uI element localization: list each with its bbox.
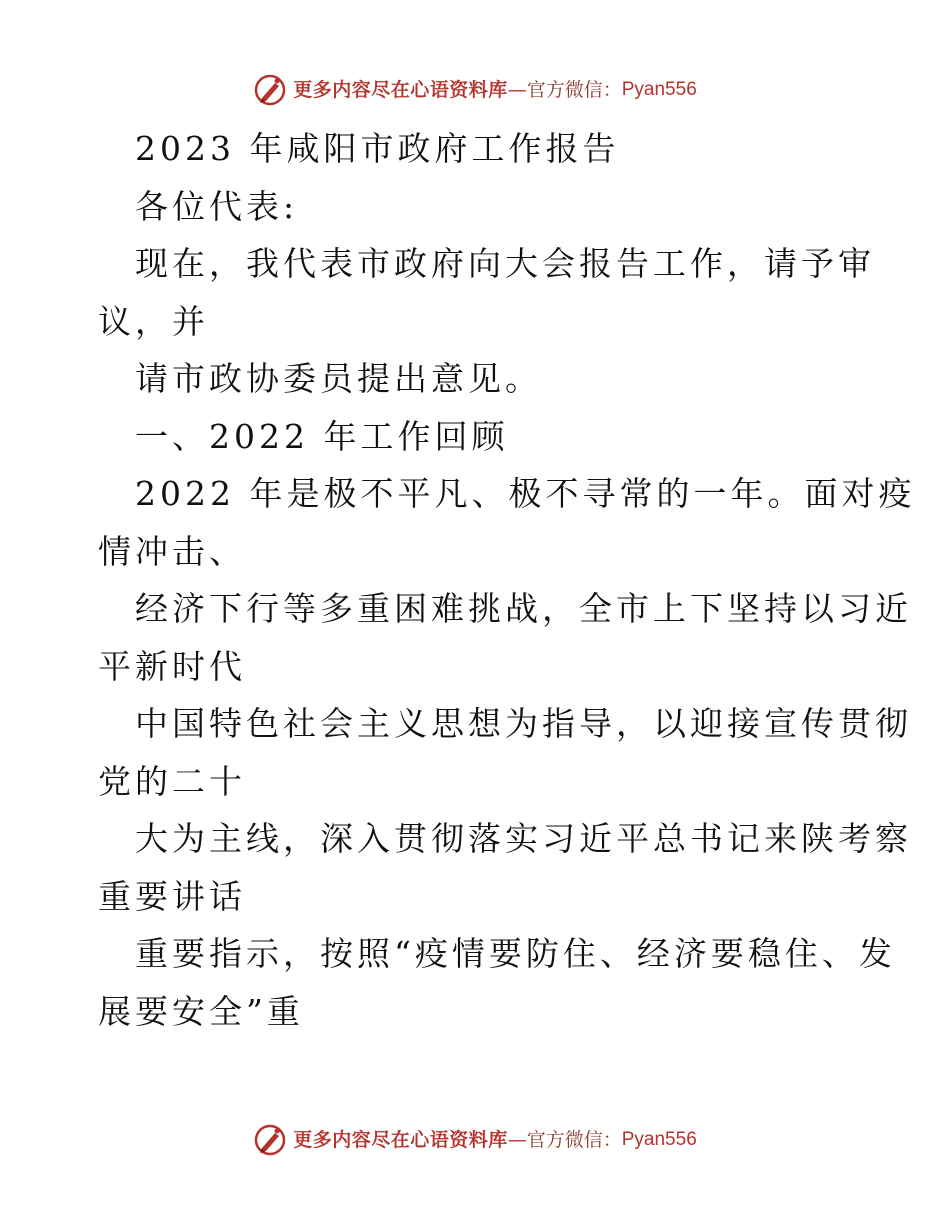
pen-logo-icon [253, 73, 287, 107]
watermark-wechat-id: Pyan556 [621, 1129, 697, 1150]
document-line: 经济下行等多重困难挑战，全市上下坚持以习近 [135, 589, 912, 628]
document-body [98, 120, 916, 1040]
document-line: 2022 年是极不平凡、极不寻常的一年。面对疫 [135, 474, 916, 513]
header-watermark [0, 70, 950, 110]
document-line: 情冲击、 [98, 531, 246, 571]
document-line: 2023 年咸阳市政府工作报告 [135, 129, 620, 168]
document-line: 重要讲话 [98, 876, 246, 916]
document-line: 党的二十 [98, 761, 246, 801]
document-line: 各位代表: [135, 186, 299, 226]
watermark-separator: — [507, 79, 527, 101]
document-line: 重要指示，按照“疫情要防住、经济要稳住、发 [135, 934, 896, 973]
pen-logo-icon [253, 1123, 287, 1157]
document-line: 一、2022 年工作回顾 [135, 416, 509, 456]
watermark-wechat-id: Pyan556 [621, 79, 697, 100]
watermark-separator: — [507, 1129, 527, 1151]
watermark-wechat-label: 官方微信： [526, 79, 622, 101]
document-line: 议，并 [98, 301, 209, 341]
document-line: 平新时代 [98, 646, 246, 686]
document-line: 中国特色社会主义思想为指导，以迎接宣传贯彻 [135, 704, 912, 743]
watermark-wechat-label: 官方微信： [526, 1129, 622, 1151]
footer-watermark [0, 1120, 950, 1160]
document-line: 大为主线，深入贯彻落实习近平总书记来陕考察 [135, 819, 912, 858]
document-line: 请市政协委员提出意见。 [135, 359, 542, 398]
watermark-site-name: 更多内容尽在心语资料库 [293, 1129, 508, 1151]
document-line: 现在，我代表市政府向大会报告工作，请予审 [135, 244, 875, 283]
watermark-site-name: 更多内容尽在心语资料库 [293, 79, 508, 101]
document-line: 展要安全”重 [98, 991, 304, 1031]
